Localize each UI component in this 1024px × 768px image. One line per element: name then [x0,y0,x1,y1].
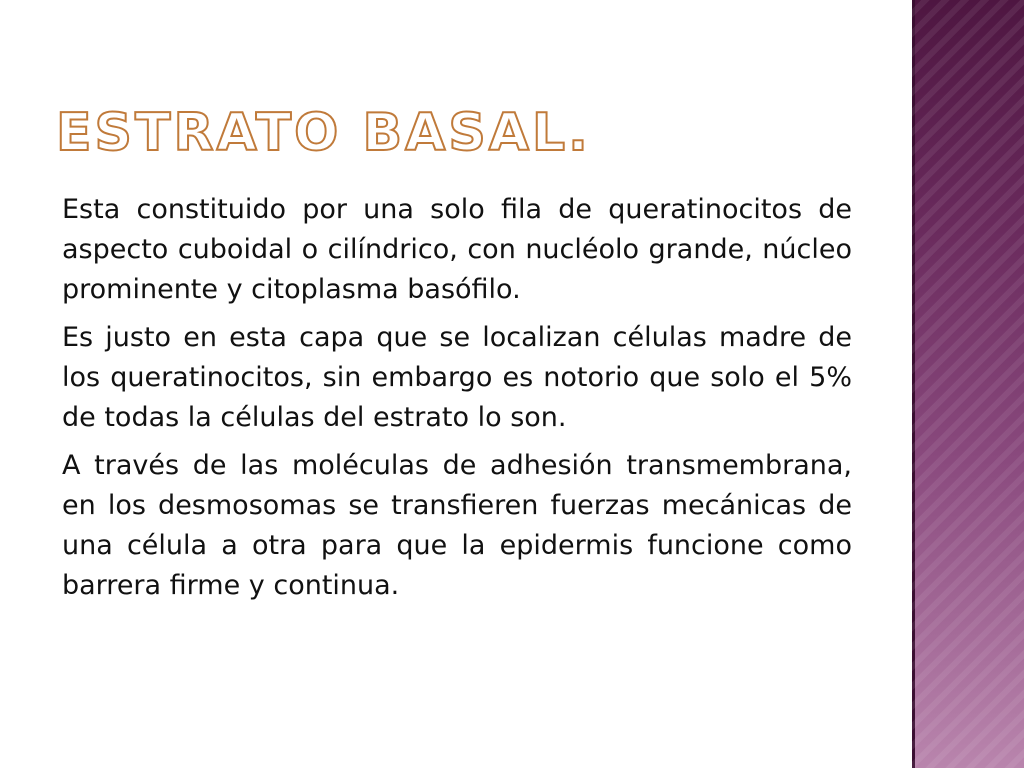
body-paragraph-1: Esta constituido por una solo fila de queratinocitos de aspecto cuboidal o cilíndrico, con nucléolo grande, núcleo prominente y citoplasma basófilo. [62,194,852,305]
slide-body [62,190,852,614]
body-paragraph-2: Es justo en esta capa que se localizan células madre de los queratinocitos, sin embargo es notorio que solo el 5% de todas la células del estrato lo son. [62,322,852,433]
body-paragraph-3: A través de las moléculas de adhesión transmembrana, en los desmosomas se transfieren fuerzas mecánicas de una célula a otra para que la epidermis funcione como barrera firme y continua. [62,450,852,601]
decorative-side-bar [912,0,1024,768]
slide-title: ESTRATO BASAL. [56,103,591,163]
side-bar-stripes [912,0,1024,768]
